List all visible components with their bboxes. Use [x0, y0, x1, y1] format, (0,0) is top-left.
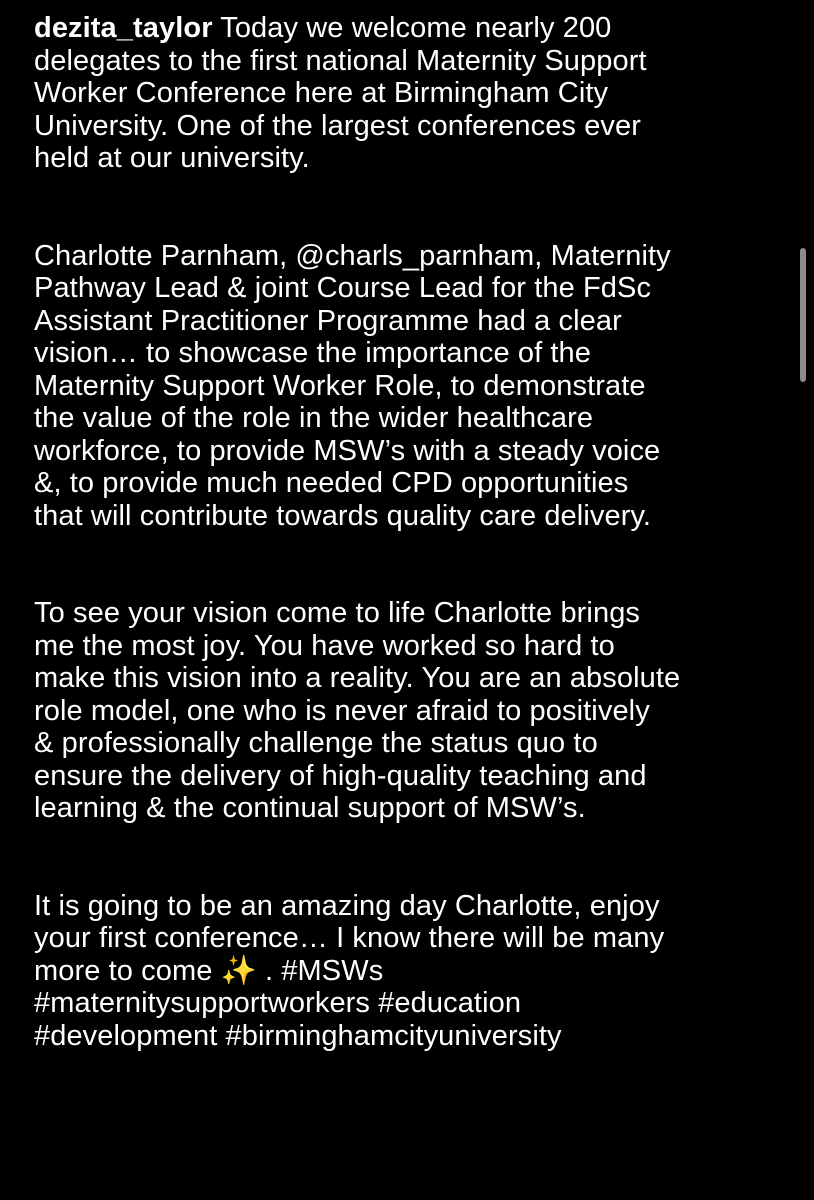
caption-paragraph-2: Charlotte Parnham, @charls_parnham, Maternity Pathway Lead & joint Course Lead for the FdSc Assistant Practitioner Programme had a clear vision… to showcase the importance of the Maternity Support Worker Role, to demonstrate the value of the role in the wider healthcare workforce, to provide MSW’s with a steady voice &, to provide much needed CPD opportunities that will contribute towards quality care delivery.: [34, 239, 671, 532]
username-link[interactable]: dezita_taylor: [34, 12, 213, 44]
caption-paragraph-1: [34, 12, 786, 175]
caption-paragraph-4: It is going to be an amazing day Charlotte, enjoy your first conference… I know there will be many more to come ✨ . #MSWs #maternitysupportworkers #education #development #birminghamcityuniversity: [34, 889, 665, 1052]
caption-text: Today we welcome nearly 200 delegates to the first national Maternity Support Worker Conference here at Birmingham City University. One of the largest conferences ever held at our university.: [34, 12, 647, 174]
post-caption: [34, 12, 786, 1052]
caption-paragraph-3: To see your vision come to life Charlotte brings me the most joy. You have worked so hard to make this vision into a reality. You are an absolute role model, one who is never afraid to positively & professionally challenge the status quo to ensure the delivery of high-quality teaching and learning & the continual support of MSW’s.: [34, 597, 681, 824]
scrollbar[interactable]: [800, 248, 806, 382]
